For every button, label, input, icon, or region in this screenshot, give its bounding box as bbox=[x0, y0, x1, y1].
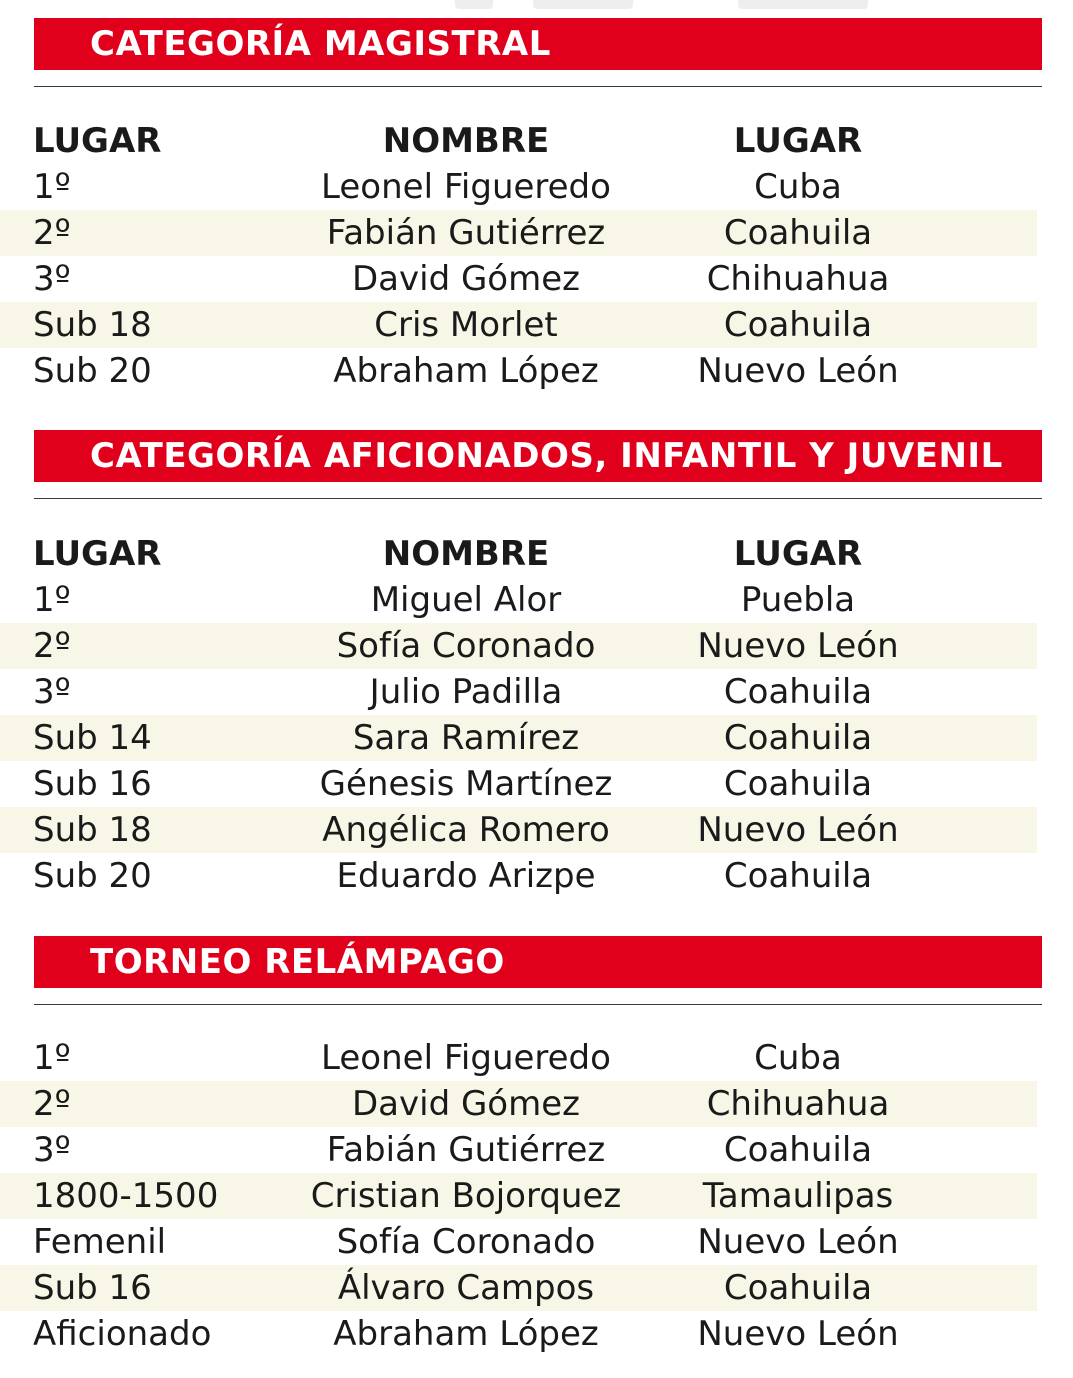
cell-estado: Coahuila bbox=[723, 672, 873, 712]
cell-estado: Cuba bbox=[754, 167, 842, 207]
cell-lugar: Sub 20 bbox=[33, 856, 152, 896]
cell-lugar: 1800-1500 bbox=[33, 1176, 219, 1216]
cell-estado: Chihuahua bbox=[706, 259, 890, 299]
cell-estado: Coahuila bbox=[723, 764, 873, 804]
cell-nombre: Sara Ramírez bbox=[352, 718, 580, 758]
cell-lugar: Femenil bbox=[33, 1222, 167, 1262]
table-row bbox=[0, 348, 1037, 394]
section-divider bbox=[34, 498, 1042, 499]
cell-nombre: Angélica Romero bbox=[322, 810, 610, 850]
section-divider bbox=[34, 1004, 1042, 1005]
header-lugar: LUGAR bbox=[33, 534, 162, 574]
table-aficionados bbox=[0, 531, 1037, 899]
cell-lugar: Sub 20 bbox=[33, 351, 152, 391]
section-aficionados bbox=[34, 430, 1042, 499]
table-row bbox=[0, 577, 1037, 623]
cell-estado: Nuevo León bbox=[697, 810, 899, 850]
table-relampago bbox=[0, 1035, 1037, 1357]
table-row bbox=[0, 1265, 1037, 1311]
table-row bbox=[0, 256, 1037, 302]
cell-nombre: David Gómez bbox=[351, 1084, 581, 1124]
section-magistral bbox=[34, 18, 1042, 87]
cell-lugar: 2º bbox=[33, 213, 71, 253]
cell-estado: Coahuila bbox=[723, 856, 873, 896]
cell-estado: Nuevo León bbox=[697, 1222, 899, 1262]
cell-estado: Coahuila bbox=[723, 718, 873, 758]
section-title: CATEGORÍA MAGISTRAL bbox=[34, 18, 1042, 70]
cell-lugar: 3º bbox=[33, 672, 71, 712]
table-row bbox=[0, 1127, 1037, 1173]
cell-lugar: Sub 18 bbox=[33, 305, 152, 345]
cell-lugar: Sub 18 bbox=[33, 810, 152, 850]
section-title: TORNEO RELÁMPAGO bbox=[34, 936, 1042, 988]
cell-lugar: Aficionado bbox=[33, 1314, 212, 1354]
header-estado: LUGAR bbox=[733, 121, 863, 161]
table-row bbox=[0, 1311, 1037, 1357]
cell-nombre: Miguel Alor bbox=[370, 580, 562, 620]
cell-nombre: Eduardo Arizpe bbox=[336, 856, 596, 896]
cell-estado: Nuevo León bbox=[697, 1314, 899, 1354]
cell-estado: Nuevo León bbox=[697, 351, 899, 391]
cell-lugar: 2º bbox=[33, 1084, 71, 1124]
table-row bbox=[0, 210, 1037, 256]
cell-lugar: 1º bbox=[33, 167, 71, 207]
cell-lugar: 2º bbox=[33, 626, 71, 666]
table-row bbox=[0, 807, 1037, 853]
cell-lugar: 3º bbox=[33, 1130, 71, 1170]
table-row bbox=[0, 853, 1037, 899]
table-row bbox=[0, 1081, 1037, 1127]
header-estado: LUGAR bbox=[733, 534, 863, 574]
cell-estado: Chihuahua bbox=[706, 1084, 890, 1124]
table-row bbox=[0, 715, 1037, 761]
cell-estado: Cuba bbox=[754, 1038, 842, 1078]
top-strip bbox=[0, 0, 1073, 10]
cell-nombre: Cristian Bojorquez bbox=[310, 1176, 622, 1216]
header-lugar: LUGAR bbox=[33, 121, 162, 161]
table-row bbox=[0, 1219, 1037, 1265]
table-row bbox=[0, 623, 1037, 669]
table-row bbox=[0, 302, 1037, 348]
cell-nombre: Génesis Martínez bbox=[319, 764, 613, 804]
header-nombre: NOMBRE bbox=[382, 121, 550, 161]
cell-lugar: Sub 16 bbox=[33, 1268, 152, 1308]
table-row bbox=[0, 164, 1037, 210]
cell-nombre: Álvaro Campos bbox=[337, 1268, 595, 1308]
cell-nombre: Fabián Gutiérrez bbox=[326, 213, 606, 253]
top-strip-tab bbox=[455, 0, 493, 9]
table-row bbox=[0, 1035, 1037, 1081]
section-divider bbox=[34, 86, 1042, 87]
table-row bbox=[0, 669, 1037, 715]
table-header-row bbox=[0, 118, 1037, 164]
cell-nombre: Leonel Figueredo bbox=[321, 1038, 611, 1078]
cell-nombre: Cris Morlet bbox=[374, 305, 558, 345]
cell-estado: Tamaulipas bbox=[702, 1176, 894, 1216]
section-title: CATEGORÍA AFICIONADOS, INFANTIL Y JUVENIL bbox=[34, 430, 1042, 482]
header-nombre: NOMBRE bbox=[382, 534, 550, 574]
cell-estado: Coahuila bbox=[723, 1268, 873, 1308]
table-row bbox=[0, 1173, 1037, 1219]
table-magistral bbox=[0, 118, 1037, 394]
table-header-row bbox=[0, 531, 1037, 577]
cell-nombre: David Gómez bbox=[351, 259, 581, 299]
cell-nombre: Julio Padilla bbox=[369, 672, 563, 712]
cell-estado: Coahuila bbox=[723, 213, 873, 253]
cell-estado: Nuevo León bbox=[697, 626, 899, 666]
cell-estado: Puebla bbox=[740, 580, 856, 620]
cell-nombre: Sofía Coronado bbox=[336, 1222, 596, 1262]
section-relampago bbox=[34, 936, 1042, 1005]
cell-lugar: Sub 14 bbox=[33, 718, 152, 758]
cell-lugar: 3º bbox=[33, 259, 71, 299]
table-row bbox=[0, 761, 1037, 807]
top-strip-tab bbox=[533, 0, 633, 9]
top-strip-tab bbox=[738, 0, 868, 9]
cell-lugar: 1º bbox=[33, 1038, 71, 1078]
cell-nombre: Fabián Gutiérrez bbox=[326, 1130, 606, 1170]
cell-nombre: Leonel Figueredo bbox=[321, 167, 611, 207]
cell-nombre: Sofía Coronado bbox=[336, 626, 596, 666]
cell-nombre: Abraham López bbox=[333, 1314, 599, 1354]
cell-estado: Coahuila bbox=[723, 305, 873, 345]
cell-nombre: Abraham López bbox=[333, 351, 599, 391]
cell-lugar: Sub 16 bbox=[33, 764, 152, 804]
cell-lugar: 1º bbox=[33, 580, 71, 620]
cell-estado: Coahuila bbox=[723, 1130, 873, 1170]
